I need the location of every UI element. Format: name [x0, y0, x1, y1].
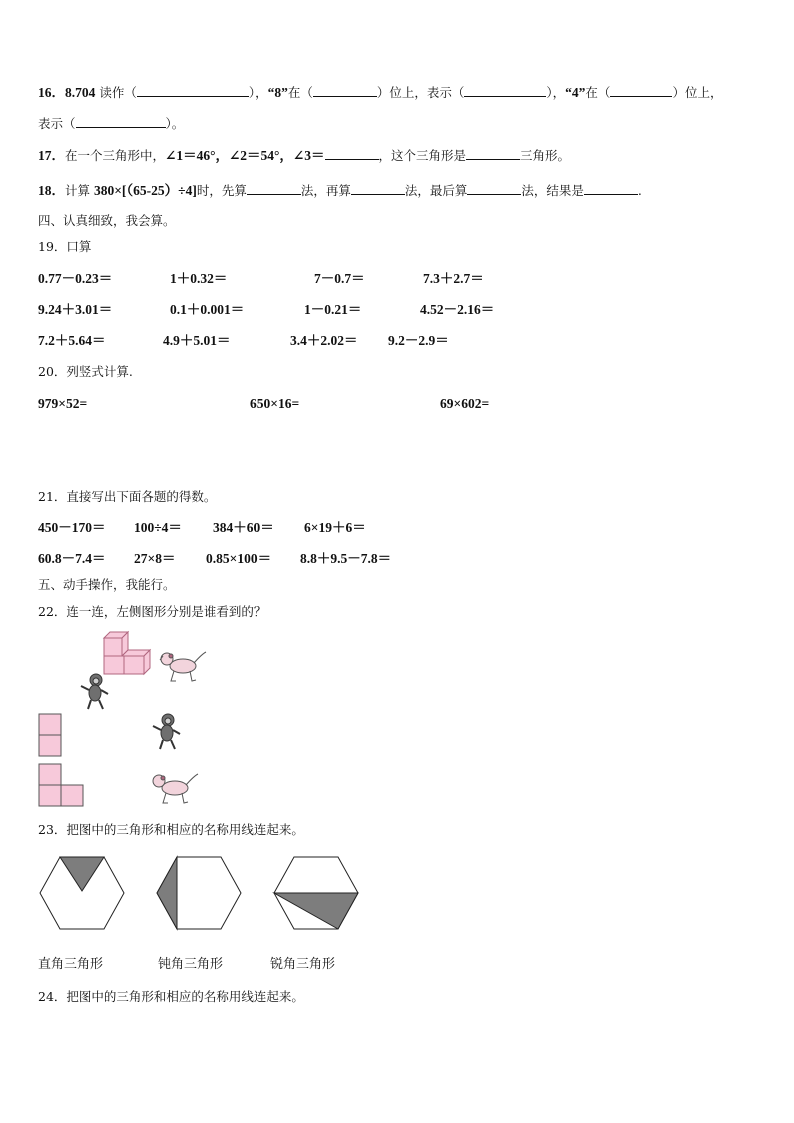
q18-blank-last[interactable]: [467, 182, 521, 195]
q23-title: 23．把图中的三角形和相应的名称用线连起来。: [38, 822, 304, 837]
q20-item: 69×602=: [440, 396, 490, 411]
q19-item: 7.3＋2.7＝: [423, 271, 484, 286]
q19-item: 1＋0.32＝: [170, 271, 228, 286]
hexagon-right-triangle[interactable]: [38, 855, 126, 931]
q16-blank-place-4[interactable]: [610, 84, 672, 97]
q16-line1: [38, 84, 722, 101]
q20-item: 650×16=: [250, 396, 300, 411]
q22-title: 22．连一连，左侧图形分别是谁看到的？: [38, 604, 267, 619]
q16-text: 在（: [585, 85, 611, 100]
q16-decimal: 8.704: [65, 85, 96, 100]
q18-text: .: [637, 183, 642, 198]
section-4-heading: 四、认真细致，我会算。: [38, 213, 176, 228]
q17-number: 17．: [38, 148, 65, 163]
q16-digit-4: “4”: [565, 85, 586, 100]
q21-item: 450－170＝: [38, 520, 106, 535]
q18-blank-result[interactable]: [584, 182, 638, 195]
q18-text: 计算: [65, 183, 94, 198]
label-right-triangle[interactable]: 直角三角形: [38, 957, 104, 972]
q19-item: 3.4＋2.02＝: [290, 333, 358, 348]
view-two-squares: [38, 713, 62, 757]
q16-blank-reading[interactable]: [137, 84, 249, 97]
q16-text: 读作（: [95, 85, 137, 100]
label-acute-triangle[interactable]: 锐角三角形: [270, 957, 336, 972]
q19-item: 9.2－2.9＝: [388, 333, 449, 348]
q18-text: 时，先算: [196, 183, 247, 198]
q17-angles: ∠1＝46°，∠2＝54°，∠3＝: [165, 148, 325, 163]
q19-item: 0.1＋0.001＝: [170, 302, 245, 317]
q17-text: 三角形。: [520, 148, 571, 163]
q17-text: 在一个三角形中，: [65, 148, 166, 163]
q21-item: 8.8＋9.5－7.8＝: [300, 551, 392, 566]
q19-item: 4.52－2.16＝: [420, 302, 495, 317]
q16-text: ）位上，: [672, 85, 723, 100]
dog-icon[interactable]: [150, 770, 202, 806]
q19-item: 9.24＋3.01＝: [38, 302, 113, 317]
q21-item: 0.85×100＝: [206, 551, 272, 566]
q18-line: [38, 182, 642, 199]
q19-item: 7.2＋5.64＝: [38, 333, 106, 348]
q16-text: ），: [546, 85, 566, 100]
q16-line2: [38, 115, 184, 132]
label-obtuse-triangle[interactable]: 钝角三角形: [158, 957, 224, 972]
q16-number: 16．: [38, 85, 65, 100]
q24-title: 24．把图中的三角形和相应的名称用线连起来。: [38, 989, 304, 1004]
q17-line: [38, 147, 570, 164]
q18-expression: 380×[（65-25）÷4]: [93, 183, 197, 198]
monkey-icon[interactable]: [150, 712, 184, 752]
q19-item: 4.9＋5.01＝: [163, 333, 231, 348]
q16-text: ）位上，表示（: [376, 85, 465, 100]
q18-text: 法，最后算: [404, 183, 468, 198]
hexagon-acute-triangle[interactable]: [272, 855, 360, 931]
q20-item: 979×52=: [38, 396, 88, 411]
q19-item: 7－0.7＝: [314, 271, 365, 286]
q18-text: 法，结果是: [521, 183, 584, 198]
q16-blank-meaning-8[interactable]: [464, 84, 546, 97]
hexagon-obtuse-triangle[interactable]: [155, 855, 243, 931]
q21-item: 100÷4＝: [134, 520, 182, 535]
q21-item: 60.8－7.4＝: [38, 551, 106, 566]
q17-blank-type[interactable]: [466, 147, 520, 160]
q16-digit-8: “8”: [267, 85, 288, 100]
monkey-icon: [78, 672, 112, 712]
q18-number: 18．: [38, 183, 65, 198]
q21-item: 384＋60＝: [213, 520, 274, 535]
q21-item: 6×19＋6＝: [304, 520, 366, 535]
q21-item: 27×8＝: [134, 551, 176, 566]
q18-blank-second[interactable]: [351, 182, 405, 195]
q16-text: 在（: [287, 85, 313, 100]
q19-title: 19．口算: [38, 239, 92, 254]
dog-icon: [158, 648, 210, 684]
q18-text: 法，再算: [300, 183, 351, 198]
q16-blank-meaning-4[interactable]: [76, 115, 166, 128]
q20-title: 20．列竖式计算.: [38, 364, 133, 379]
q17-blank-angle3[interactable]: [325, 147, 379, 160]
section-5-heading: 五、动手操作，我能行。: [38, 577, 176, 592]
q16-text: 表示（: [38, 116, 76, 131]
view-l-shape: [38, 763, 84, 807]
q19-item: 0.77－0.23＝: [38, 271, 113, 286]
q17-text: ，这个三角形是: [378, 148, 467, 163]
q19-item: 1－0.21＝: [304, 302, 362, 317]
q16-blank-place-8[interactable]: [313, 84, 377, 97]
q16-text: ）。: [165, 116, 185, 131]
q16-text: ），: [248, 85, 268, 100]
q21-title: 21．直接写出下面各题的得数。: [38, 489, 217, 504]
q18-blank-first[interactable]: [247, 182, 301, 195]
